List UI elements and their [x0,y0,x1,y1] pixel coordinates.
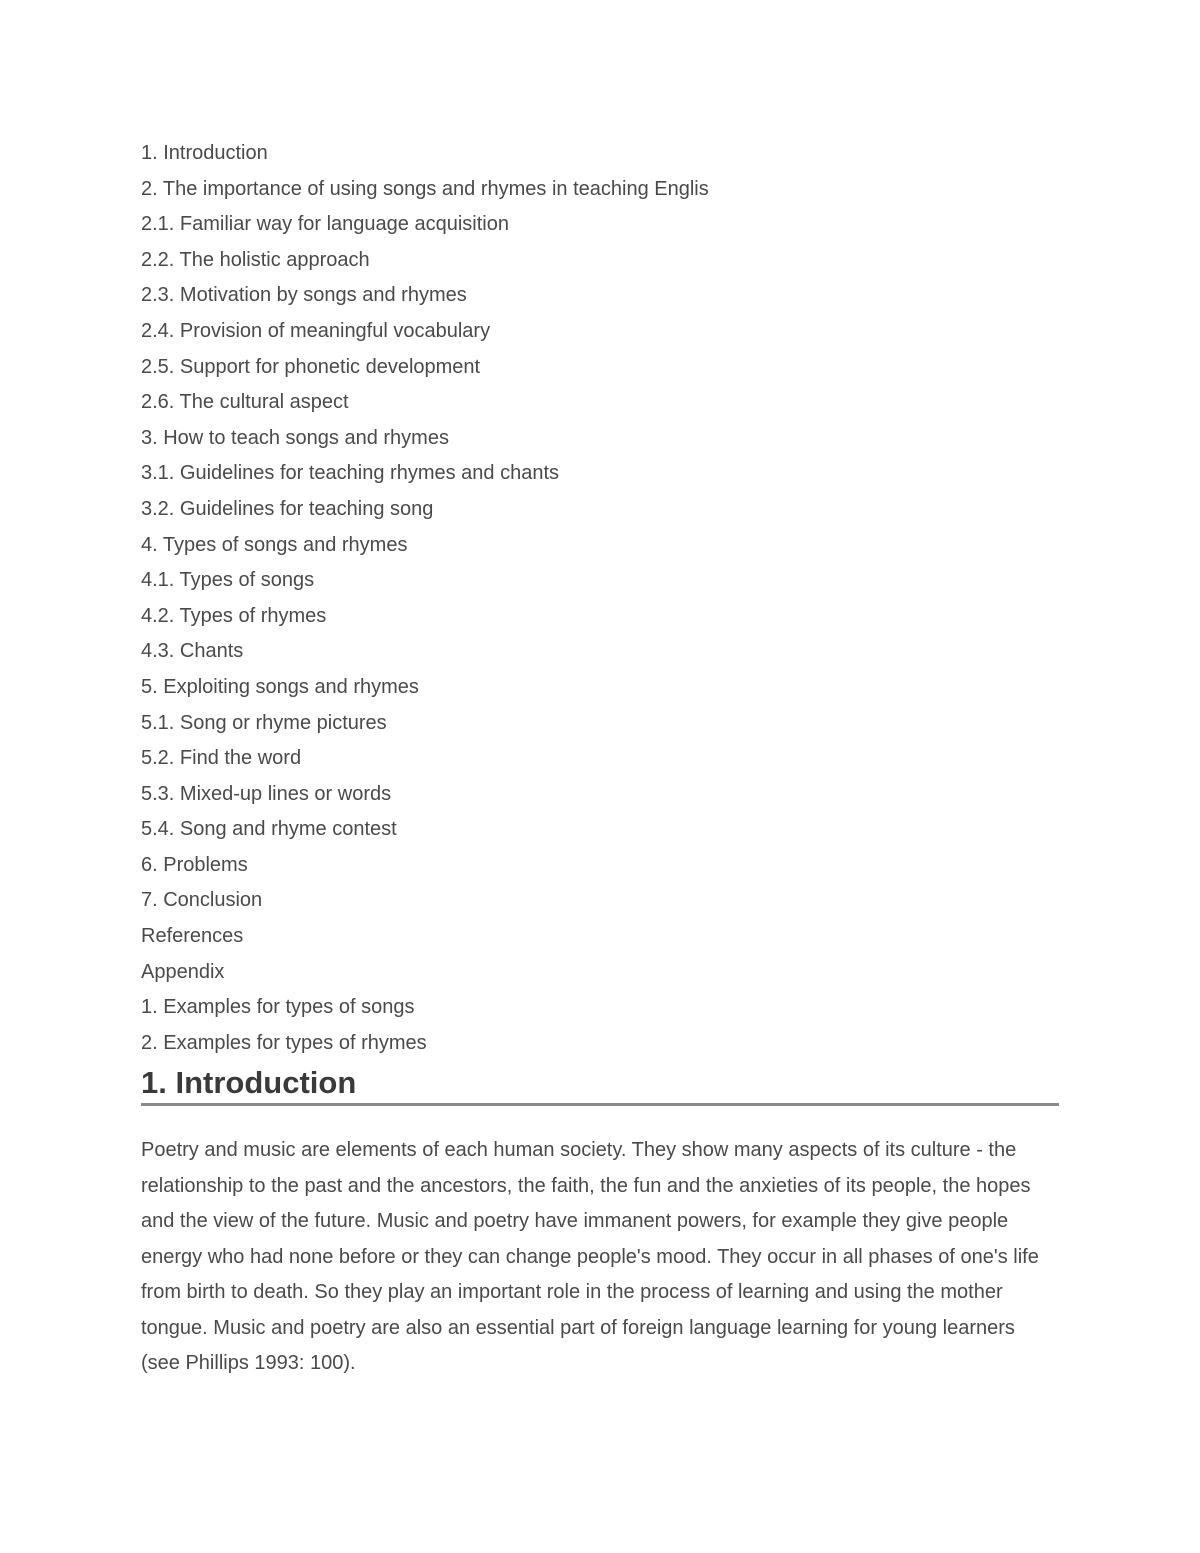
section-heading: 1. Introduction [141,1063,1059,1106]
toc-item: 4.2. Types of rhymes [141,604,327,627]
toc-item: 3.2. Guidelines for teaching song [141,497,434,520]
toc-item: 2.1. Familiar way for language acquisition [141,213,509,236]
toc-item: 3.1. Guidelines for teaching rhymes and chants [141,462,560,485]
toc-item: 2. Examples for types of rhymes [141,1031,427,1054]
table-of-contents [141,136,1059,1061]
toc-item: 5.2. Find the word [141,747,302,770]
toc-item: 2.6. The cultural aspect [141,391,349,414]
toc-item: 4. Types of songs and rhymes [141,533,408,556]
toc-item: 7. Conclusion [141,889,263,912]
toc-item: 4.3. Chants [141,640,244,663]
toc-item: 2.4. Provision of meaningful vocabulary [141,319,491,342]
toc-item: 2.2. The holistic approach [141,248,370,271]
toc-item: 1. Introduction [141,142,268,164]
toc-item: 4.1. Types of songs [141,569,315,592]
introduction-paragraph: Poetry and music are elements of each human society. They show many aspects of its culture - the relationship to the past and the ancestors, the faith, the fun and the anxieties of its people, the hopes and the view of the future. Music and poetry have immanent powers, for example they give people energy who had none before or they can change people's mood. They occur in all phases of one's life from birth to death. So they play an important role in the process of learning and using the mother tongue. Music and poetry are also an essential part of foreign language learning for young learners (see Phillips 1993: 100). [141,1139,1039,1375]
toc-item: 5.4. Song and rhyme contest [141,818,397,841]
toc-item: 5.3. Mixed-up lines or words [141,782,392,805]
toc-item: 2.5. Support for phonetic development [141,355,481,378]
toc-item: References [141,925,244,948]
toc-item: 5. Exploiting songs and rhymes [141,675,419,698]
toc-item: Appendix [141,960,225,983]
document-page [141,136,1059,1382]
toc-item: 2.3. Motivation by songs and rhymes [141,284,467,307]
toc-item: 1. Examples for types of songs [141,996,415,1019]
toc-item: 2. The importance of using songs and rhymes in teaching Englis [141,177,709,200]
toc-item: 5.1. Song or rhyme pictures [141,711,387,734]
toc-item: 6. Problems [141,853,248,876]
toc-item: 3. How to teach songs and rhymes [141,426,449,449]
